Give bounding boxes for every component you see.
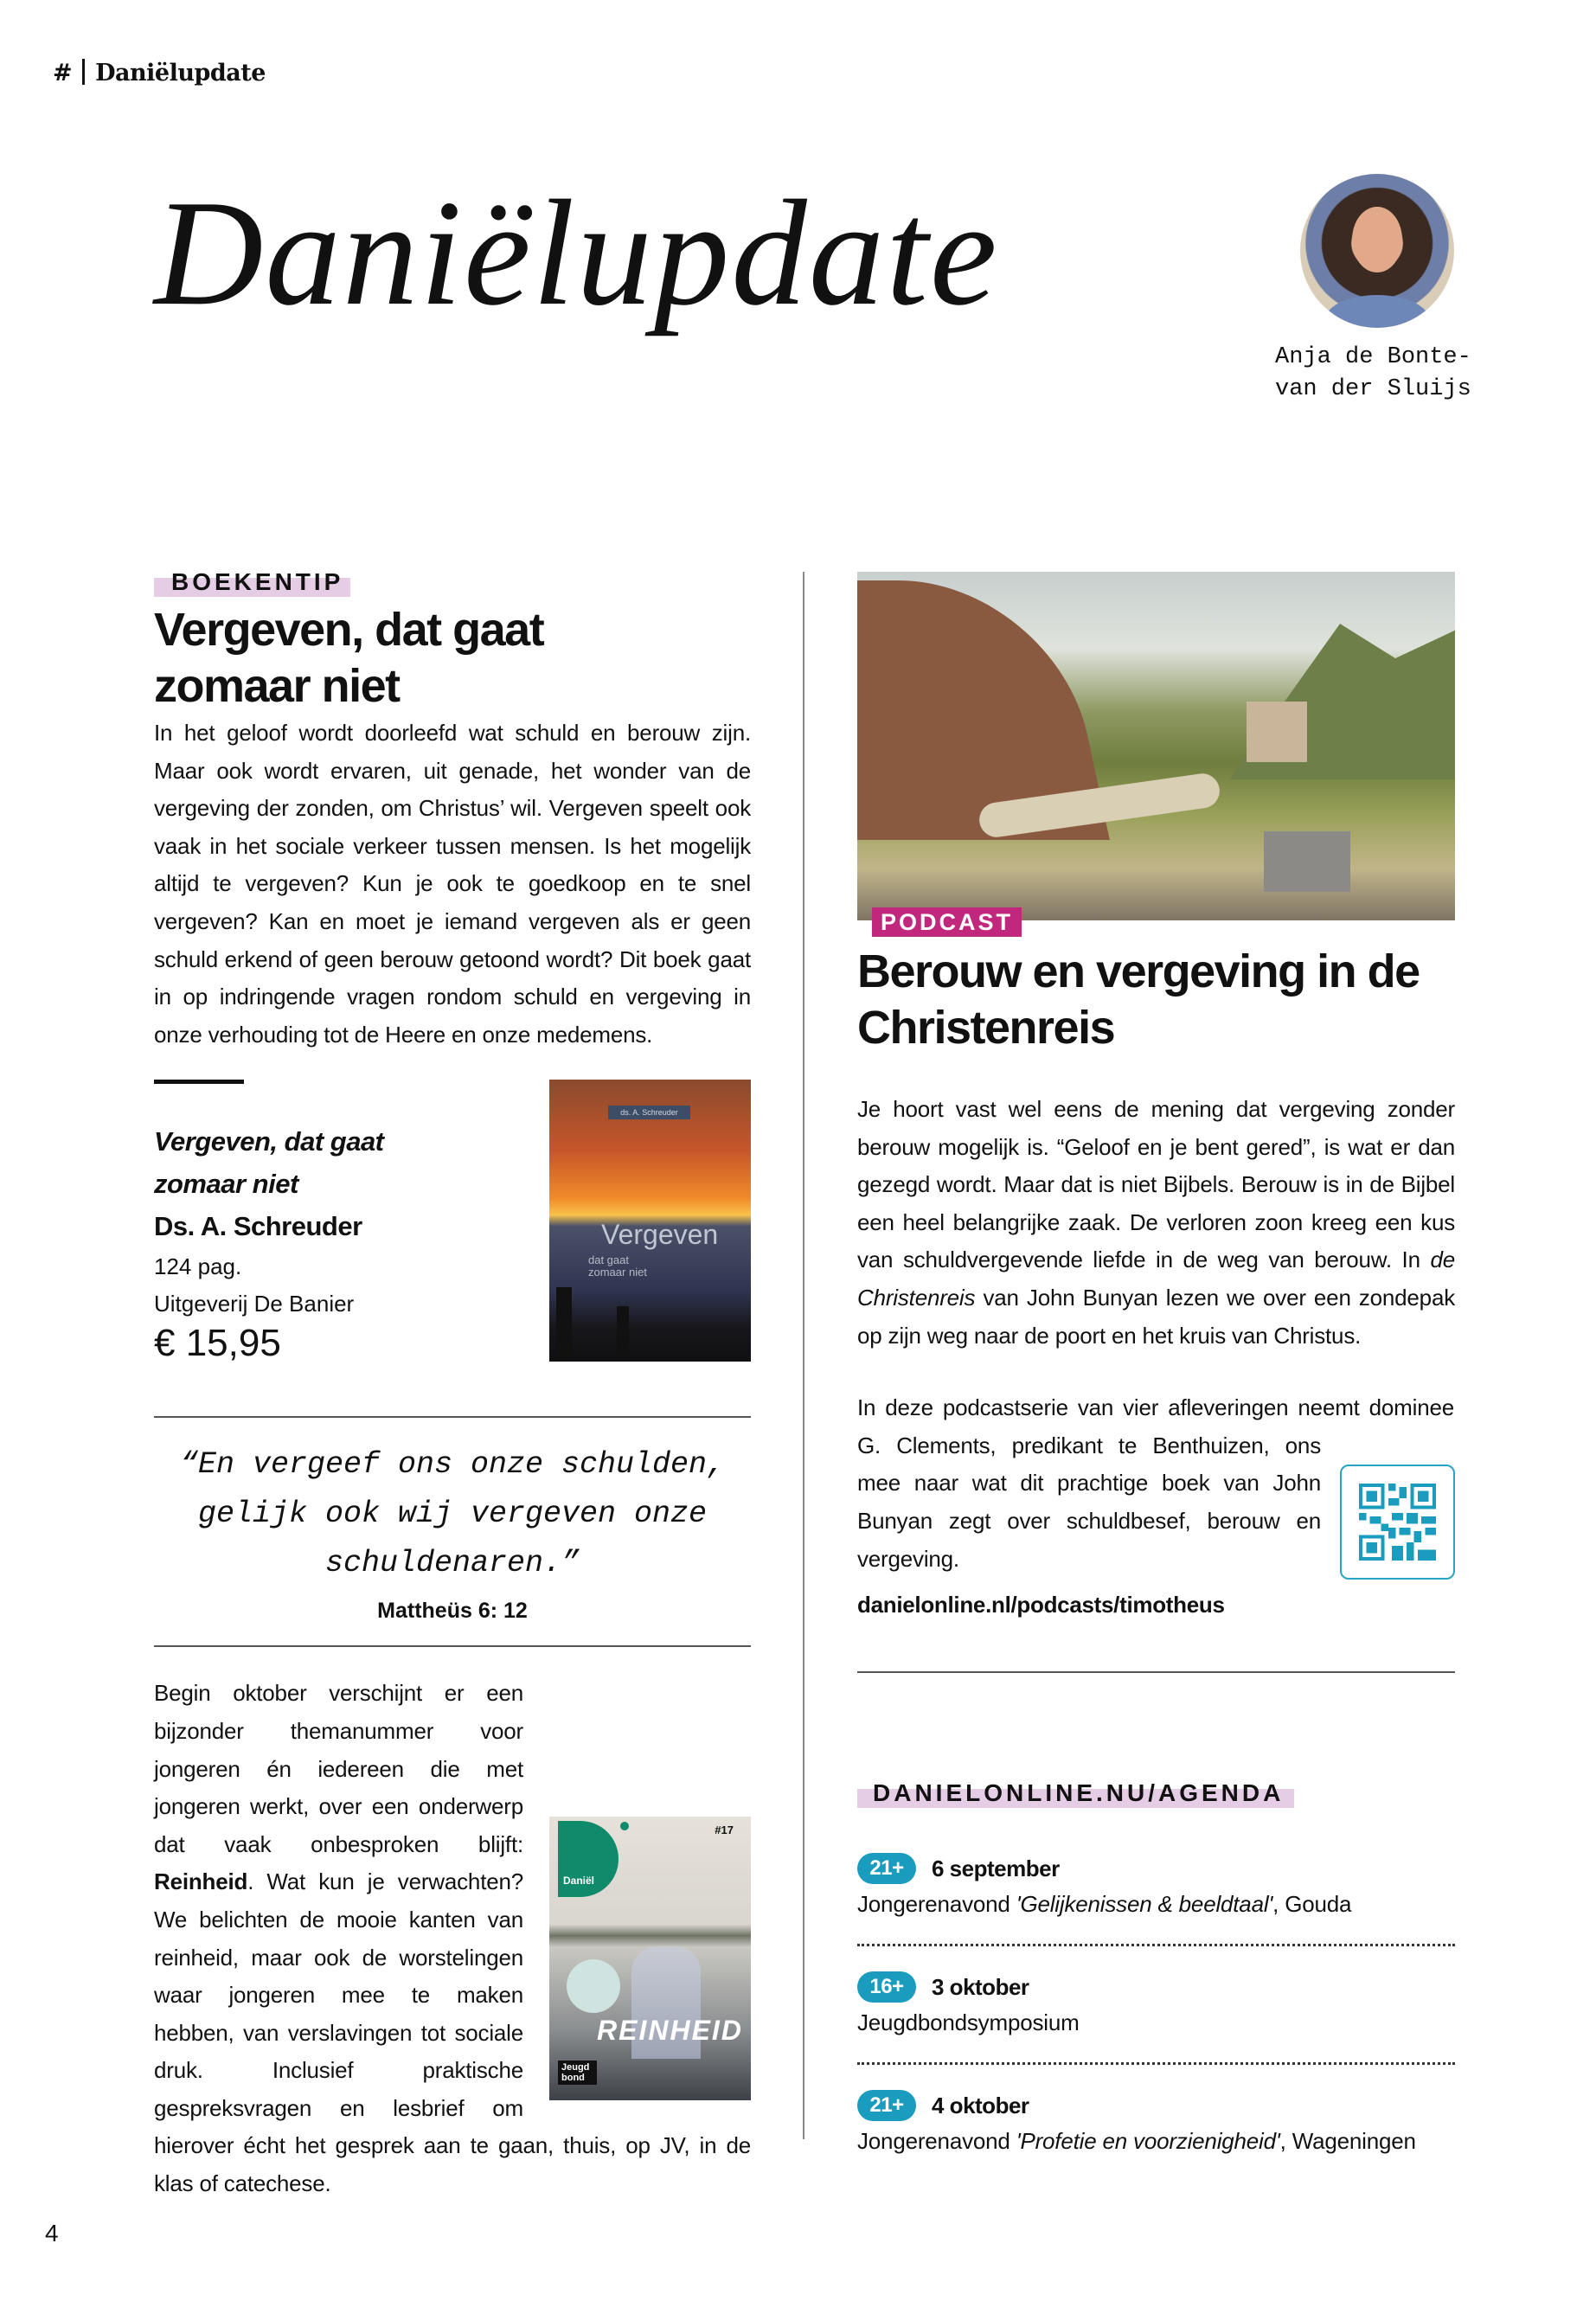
book-info (154, 1080, 500, 1366)
section-symbol: # (53, 60, 73, 87)
text: Je hoort vast wel eens de mening dat vergeving zonder berouw mogelijk is. “Geloof en je bent gered”, is wat er dan gezegd wordt. Maar dat is niet Bijbels. Berouw is in de Bijbel een heel belangrijke zaak. De verloren zoon kreeg een kus van schuldvergevende liefde in de weg van berouw. In (857, 1096, 1455, 1273)
book-pages: 124 pag. (154, 1253, 242, 1280)
text: Jongerenavond (857, 2128, 1016, 2155)
text: Begin oktober verschijnt er een bijzonder themanummer voor jongeren én iedereen die met jongeren werkt, over een onderwerp dat vaak onbesproken blijft: (154, 1680, 523, 1857)
agenda-section (857, 1779, 1455, 1808)
section-name: Daniëlupdate (95, 60, 266, 87)
dotted-divider (857, 1944, 1455, 1946)
cover-title: Vergeven (601, 1219, 719, 1251)
podcast-link[interactable]: danielonline.nl/podcasts/timotheus (857, 1592, 1225, 1618)
podcast-body-2: In deze podcastserie van vier afleveringen neemt dominee G. Clements, predikant te Benthuizen, ons mee naar wat dit prachtige boek van John Bunyan zegt over schuldbesef, berouw en vergeving. (857, 1394, 1454, 1572)
qr-code-icon[interactable] (1340, 1465, 1455, 1580)
cover-subtitle: dat gaat zomaar niet (588, 1253, 647, 1279)
podcast-heading: Berouw en vergeving in de Christenreis (857, 945, 1420, 1054)
accent-line (154, 1080, 244, 1084)
event-title: 'Gelijkenissen & beeldtaal' (1016, 1891, 1273, 1918)
column-divider (803, 572, 804, 2139)
podcast-label: PODCAST (872, 907, 1022, 937)
text: Jongerenavond (857, 1891, 1016, 1918)
book-cover-image (549, 1080, 751, 1362)
podcast-body-1 (857, 1091, 1455, 1355)
agenda-event (857, 1853, 1455, 1919)
event-date: 6 september (932, 1855, 1060, 1881)
book-info-row (154, 1080, 751, 1366)
agenda-event (857, 1971, 1455, 2037)
cover-brand: Daniël (558, 1821, 619, 1897)
bible-quote (154, 1440, 751, 1625)
book-tip-label: BOEKENTIP (154, 567, 350, 597)
quote-reference: Mattheüs 6: 12 (377, 1599, 528, 1624)
event-description (857, 2008, 1455, 2037)
cover-word: REINHEID (597, 2015, 743, 2047)
quote-text: “En vergeef ons onze schulden, gelijk ook wij vergeven onze schuldenaren.” (179, 1447, 726, 1581)
author-avatar (1300, 174, 1454, 328)
event-location: , Wageningen (1279, 2128, 1416, 2155)
podcast-body-2-wrap (857, 1389, 1455, 1619)
bold-text: Reinheid (154, 1868, 248, 1895)
book-author: Ds. A. Schreuder (154, 1211, 362, 1242)
cover-issue: #17 (715, 1823, 734, 1837)
book-price: € 15,95 (154, 1322, 281, 1365)
author-name: Anja de Bonte- van der Sluijs (1275, 344, 1471, 402)
event-date: 3 oktober (932, 1973, 1029, 2000)
divider (154, 1416, 751, 1418)
agenda-label[interactable]: DANIELONLINE.NU/AGENDA (857, 1779, 1294, 1808)
text: . Wat kun je verwachten? We belichten de mooie kanten van reinheid, maar ook de worstelingen waar jongeren mee te maken hebben, van verslavingen tot sociale druk. Inclusief praktische gespreksvragen en lesbrief om hierover écht het gesprek aan te gaan, thuis, op JV, in de klas of catechese. (154, 1868, 751, 2197)
age-badge: 16+ (857, 1971, 916, 2003)
divider (82, 59, 85, 85)
magazine-cover-image (549, 1817, 751, 2100)
book-publisher: Uitgeverij De Banier (154, 1291, 355, 1317)
event-location: , Gouda (1272, 1891, 1352, 1918)
event-date: 4 oktober (932, 2092, 1029, 2118)
text: Jeugdbondsymposium (857, 2009, 1080, 2036)
text: van John Bunyan lezen we over een zondepak op zijn weg naar de poort en het kruis van Christus. (857, 1284, 1455, 1349)
book-title: Vergeven, dat gaat zomaar niet (154, 1126, 384, 1200)
book-tip-heading: Vergeven, dat gaat zomaar niet (154, 604, 544, 712)
page-title: Daniëlupdate (154, 169, 999, 336)
left-column (154, 567, 751, 2203)
book-tip-section (154, 567, 751, 1054)
page-number: 4 (45, 2220, 59, 2247)
divider (857, 1671, 1455, 1673)
book-tip-body: In het geloof wordt doorleefd wat schuld en berouw zijn. Maar ook wordt ervaren, uit genade, het wonder van de vergeving der zonden, om Christus’ wil. Vergeven speelt ook vaak in het sociale verkeer tussen mensen. Is het mogelijk altijd te vergeven? Kun je ook te goedkoop en te snel vergeven? Kan en moet je iemand vergeven als er geen schuld erkend of geen berouw getoond wordt? Dit boek gaat in op indringende vragen rondom schuld en vergeving in onze verhouding tot de Heere en onze medemens. (154, 720, 751, 1048)
italic-text: de Christenreis (857, 1247, 1455, 1311)
event-description (857, 2126, 1455, 2156)
float-spacer (1454, 1389, 1455, 1465)
right-column (857, 944, 1455, 2156)
podcast-hero-image (857, 572, 1455, 920)
event-title: 'Profetie en voorzienigheid' (1016, 2128, 1280, 2155)
cover-publisher: Jeugd bond (558, 2061, 597, 2085)
agenda-event (857, 2090, 1455, 2156)
age-badge: 21+ (857, 1853, 916, 1884)
age-badge: 21+ (857, 2090, 916, 2121)
themanummer-section (154, 1675, 751, 2202)
running-header (53, 59, 266, 87)
event-description (857, 1889, 1455, 1919)
cover-author: ds. A. Schreuder (608, 1106, 690, 1119)
divider (154, 1645, 751, 1647)
dotted-divider (857, 2062, 1455, 2065)
